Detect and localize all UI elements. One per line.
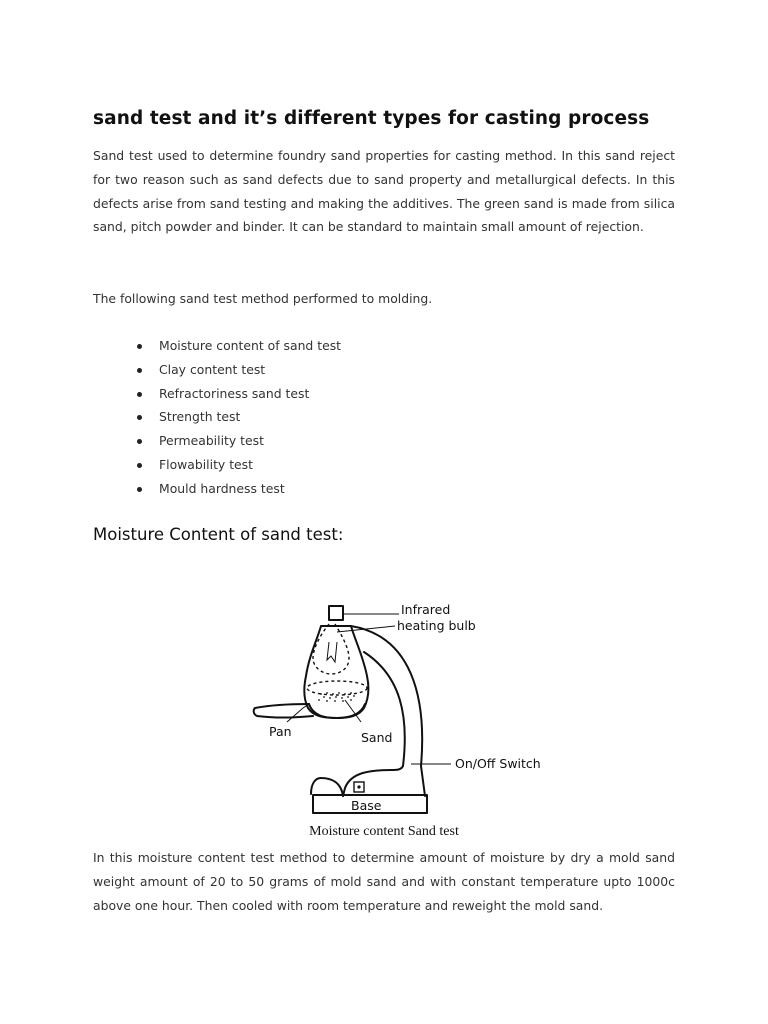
pan-leader-line [287, 704, 309, 722]
bullet-icon [137, 392, 142, 397]
list-item-label: Permeability test [159, 433, 264, 449]
sand-top-dashed [307, 681, 367, 695]
base-label: Base [351, 798, 382, 813]
bulb-label-line2: heating bulb [397, 618, 476, 633]
list-item-label: Clay content test [159, 361, 266, 377]
pan-label: Pan [269, 724, 292, 739]
bullet-icon [137, 344, 142, 349]
list-item [93, 358, 341, 382]
list-item [93, 453, 341, 477]
list-item-label: Mould hardness test [159, 480, 285, 496]
list-item [93, 405, 341, 429]
bullet-icon [137, 439, 142, 444]
lamp-arm-inner [343, 652, 405, 796]
list-item-label: Flowability test [159, 456, 253, 472]
sand-leader-line [345, 700, 361, 722]
figure-caption-text: Moisture content Sand test [309, 824, 459, 839]
list-item [93, 382, 341, 406]
list-item-label: Moisture content of sand test [159, 338, 342, 353]
pan-handle [254, 704, 313, 718]
bulb-cap [329, 606, 343, 620]
sand-dots [318, 692, 355, 702]
moisture-apparatus-diagram [251, 596, 541, 818]
lamp-shade [304, 626, 368, 718]
sand-label: Sand [361, 730, 393, 745]
bullet-icon [137, 487, 142, 492]
moisture-paragraph: In this moisture content test method to determine amount of moisture by dry a mold sand weight amount of 20 to 50 grams of mold sand and with constant temperature upto 1000c above one hour. Then cooled with room temperature and reweight the mold sand. [93, 850, 675, 913]
intro-paragraph: Sand test used to determine foundry sand properties for casting method. In this sand reject for two reason such as sand defects due to sand property and metallurgical defects. In this defects arise from sand testing and making the additives. The green sand is made from silica sand, pitch powder and binder. It can be standard to maintain small amount of rejection. [93, 148, 675, 235]
list-item-label: Refractoriness sand test [159, 385, 310, 401]
moisture-test-figure [251, 596, 541, 818]
bullet-icon [137, 415, 142, 420]
base-flare [311, 778, 343, 796]
lead-paragraph: The following sand test method performed to molding. [93, 291, 433, 306]
list-item [93, 477, 341, 501]
list-item [93, 334, 341, 358]
list-item-label: Strength test [159, 409, 241, 425]
document-title: sand test and it’s different types for casting process [93, 108, 650, 129]
bullet-icon [137, 368, 142, 373]
section-heading: Moisture Content of sand test: [93, 525, 344, 544]
bullet-icon [137, 463, 142, 468]
test-list [93, 334, 341, 501]
list-item [93, 429, 341, 453]
bulb-label-line1: Infrared [401, 602, 451, 617]
switch-label: On/Off Switch [455, 756, 541, 771]
bulb-filament [327, 642, 337, 662]
figure-caption [93, 824, 675, 840]
